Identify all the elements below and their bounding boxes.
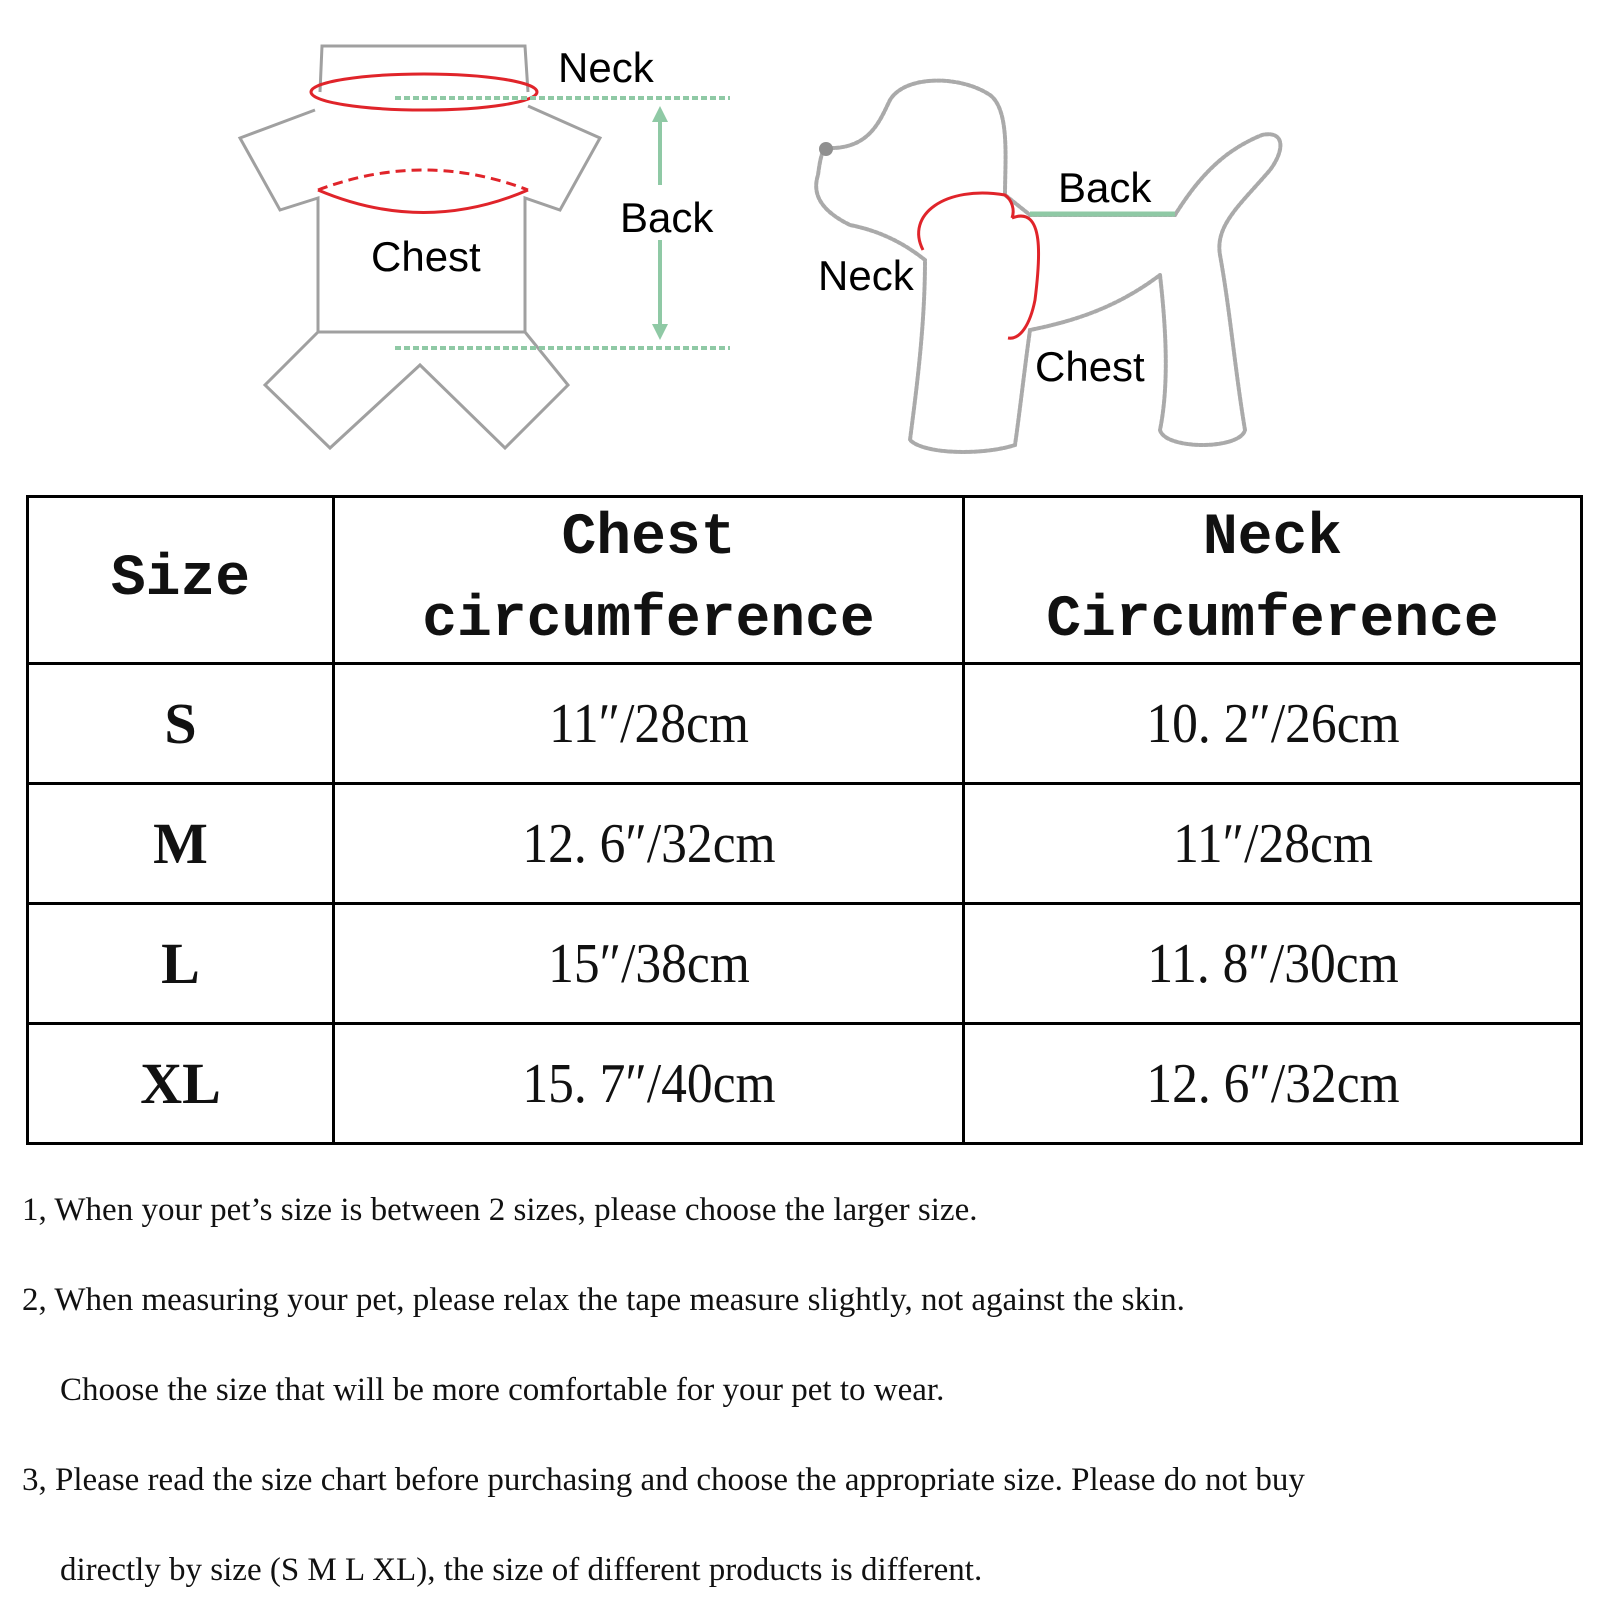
header-neck — [964, 497, 1582, 664]
note-3-continued: directly by size (S M L XL), the size of different products is different. — [60, 1552, 983, 1588]
neck-cell: 11″/28cm — [988, 784, 1557, 904]
shirt-chest-measure-back — [318, 170, 528, 190]
size-cell: L — [28, 904, 334, 1024]
size-chart-table — [26, 495, 1583, 1145]
measurement-diagrams — [0, 0, 1602, 480]
size-cell: M — [28, 784, 334, 904]
header-chest-line2: circumference — [422, 588, 875, 653]
dog-neck-label: Neck — [818, 252, 914, 299]
table-row — [28, 664, 1582, 784]
shirt-neck-measure — [311, 74, 537, 110]
table-header-row — [28, 497, 1582, 664]
size-cell: XL — [28, 1024, 334, 1144]
header-chest — [334, 497, 964, 664]
shirt-chest-measure-front — [318, 190, 528, 213]
size-cell: S — [28, 664, 334, 784]
header-size: Size — [28, 497, 334, 664]
dog-nose — [819, 142, 833, 156]
diagram-drawing — [0, 0, 1602, 480]
header-chest-line1: Chest — [561, 506, 736, 571]
neck-cell: 10. 2″/26cm — [988, 664, 1557, 784]
table-row — [28, 784, 1582, 904]
note-2-continued: Choose the size that will be more comfortable for your pet to wear. — [60, 1372, 945, 1408]
dog-chest-label: Chest — [1035, 343, 1145, 390]
dog-chest-measure — [1008, 216, 1039, 338]
note-1: 1, When your pet’s size is between 2 sizes, please choose the larger size. — [22, 1192, 978, 1228]
shirt-chest-label: Chest — [371, 233, 481, 280]
dog-neck-measure — [919, 193, 1014, 250]
dog-back-label: Back — [1058, 164, 1152, 211]
chest-cell: 11″/28cm — [359, 664, 939, 784]
table-row — [28, 904, 1582, 1024]
neck-cell: 11. 8″/30cm — [988, 904, 1557, 1024]
chest-cell: 15. 7″/40cm — [359, 1024, 939, 1144]
header-neck-line2: Circumference — [1046, 588, 1499, 653]
note-2: 2, When measuring your pet, please relax the tape measure slightly, not against the skin. — [22, 1282, 1185, 1318]
note-3: 3, Please read the size chart before purchasing and choose the appropriate size. Please do not buy — [22, 1462, 1305, 1498]
chest-cell: 12. 6″/32cm — [359, 784, 939, 904]
shirt-back-label: Back — [620, 194, 714, 241]
neck-cell: 12. 6″/32cm — [988, 1024, 1557, 1144]
header-neck-line1: Neck — [1202, 506, 1343, 571]
shirt-neck-label: Neck — [558, 44, 654, 91]
table-row — [28, 1024, 1582, 1144]
chest-cell: 15″/38cm — [359, 904, 939, 1024]
